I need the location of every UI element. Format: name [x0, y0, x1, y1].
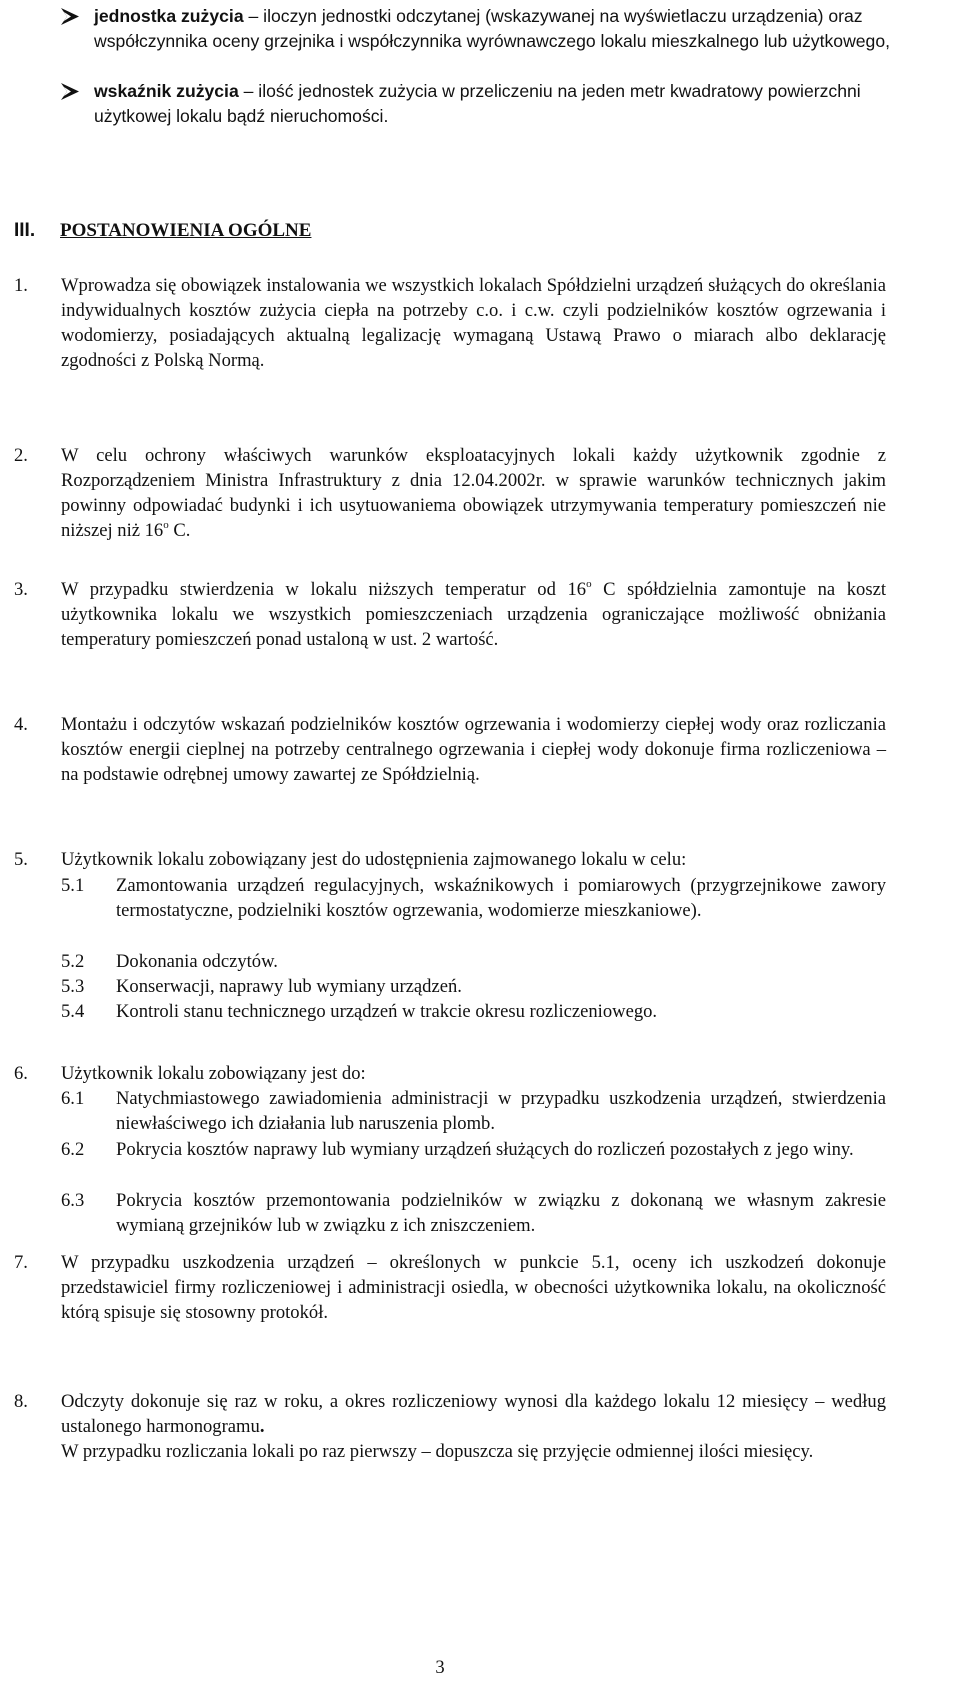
section-heading	[14, 218, 311, 243]
paragraph-number: 8.	[14, 1391, 28, 1412]
paragraph-number: 5.	[14, 849, 28, 870]
arrow-bullet-icon	[60, 7, 80, 26]
paragraph-1	[14, 273, 886, 373]
page-number: 3	[435, 1657, 445, 1678]
subitem-text: Zamontowania urządzeń regulacyjnych, wskaźnikowych i pomiarowych (przygrzejnikowe zawory termostatyczne, podzielniki kosztów ogrzewania, wodomierze mieszkaniowe).	[116, 875, 886, 921]
paragraph-text-end: C.	[168, 520, 191, 541]
definition-term: wskaźnik zużycia	[94, 81, 239, 101]
subitem-5-3	[61, 974, 886, 999]
paragraph-8	[14, 1389, 886, 1464]
subitem-number: 5.1	[61, 875, 85, 896]
definition-text: – ilość jednostek zużycia w przeliczeniu na jeden metr kwadratowy powierzchni użytkowej lokalu bądź nieruchomości.	[94, 81, 861, 126]
subitem-5-2	[61, 949, 886, 974]
subitem-text: Natychmiastowego zawiadomienia administracji w przypadku uszkodzenia urządzeń, stwierdzenia niewłaściwego ich działania lub naruszenia plomb.	[116, 1088, 886, 1134]
paragraph-3	[14, 577, 886, 652]
paragraph-text: Wprowadza się obowiązek instalowania we wszystkich lokalach Spółdzielni urządzeń służących do określania indywidualnych kosztów zużycia ciepła na potrzeby c.o. i c.w. czyli podzielników kosztów ogrzewania i wodomierzy, posiadających aktualną legalizację wymaganą Ustawą Prawo o miarach albo deklarację zgodności z Polską Normą.	[61, 275, 886, 371]
subitem-number: 5.4	[61, 1001, 85, 1022]
paragraph-text: W celu ochrony właściwych warunków eksploatacyjnych lokali każdy użytkownik zgodnie z Rozporządzeniem Ministra Infrastruktury z dnia 12.04.2002r. w sprawie warunków technicznych jakim powinny odpowiadać budynki i ich usytuowaniema obowiązek utrzymywania temperatury pomieszczeń nie niższej niż 16	[61, 445, 886, 541]
paragraph-text: W przypadku stwierdzenia w lokalu niższych temperatur od 16	[61, 579, 587, 600]
subitem-text: Konserwacji, naprawy lub wymiany urządzeń.	[116, 976, 462, 997]
paragraph-2	[14, 443, 886, 543]
degree-mark: o	[163, 518, 169, 531]
subitem-text: Pokrycia kosztów przemontowania podzielników w związku z dokonaną we własnym zakresie wymianą grzejników lub w związku z ich zniszczeniem.	[116, 1190, 886, 1236]
paragraph-7	[14, 1250, 886, 1325]
definition-list	[60, 4, 890, 129]
paragraph-text: W przypadku uszkodzenia urządzeń – określonych w punkcie 5.1, oceny ich uszkodzeń dokonuje przedstawiciel firmy rozliczeniowej i administracji osiedla, w obecności użytkownika lokalu, na okoliczność którą spisuje się stosowny protokół.	[61, 1252, 886, 1323]
paragraph-text: Montażu i odczytów wskazań podzielników kosztów ogrzewania i wodomierzy ciepłej wody oraz rozliczania kosztów energii cieplnej na potrzeby centralnego ogrzewania i ciepłej wody dokonuje firma rozliczeniowa – na podstawie odrębnej umowy zawartej ze Spółdzielnią.	[61, 714, 886, 785]
section-title: POSTANOWIENIA OGÓLNE	[60, 220, 312, 241]
section-number: III.	[14, 220, 36, 241]
subitem-text: Dokonania odczytów.	[116, 951, 278, 972]
definition-item	[60, 4, 890, 79]
subitem-6-2	[61, 1137, 886, 1162]
arrow-bullet-icon	[60, 82, 80, 101]
subitem-5-4	[61, 999, 886, 1024]
subitem-number: 5.3	[61, 976, 85, 997]
paragraph-number: 2.	[14, 445, 28, 466]
paragraph-number: 3.	[14, 579, 28, 600]
paragraph-number: 7.	[14, 1252, 28, 1273]
subitem-6-3	[61, 1188, 886, 1238]
paragraph-6	[14, 1061, 886, 1086]
subitem-text: Kontroli stanu technicznego urządzeń w trakcie okresu rozliczeniowego.	[116, 1001, 658, 1022]
definition-text: – iloczyn jednostki odczytanej (wskazywanej na wyświetlaczu urządzenia) oraz współczynnika oceny grzejnika i współczynnika wyrównawczego lokalu mieszkalnego lub użytkowego,	[94, 6, 891, 51]
paragraph-number: 4.	[14, 714, 28, 735]
degree-mark: o	[586, 577, 592, 590]
paragraph-number: 1.	[14, 275, 28, 296]
paragraph-text-end: C spółdzielnia zamontuje na koszt użytkownika lokalu we wszystkich pomieszczeniach urządzenia ograniczające możliwość obniżania temperatury pomieszczeń ponad ustaloną w ust. 2 wartość.	[61, 579, 887, 650]
bold-period: .	[259, 1416, 265, 1437]
paragraph-number: 6.	[14, 1063, 28, 1084]
paragraph-4	[14, 712, 886, 787]
subitem-6-1	[61, 1086, 886, 1136]
paragraph-5	[14, 847, 886, 872]
paragraph-text: Odczyty dokonuje się raz w roku, a okres rozliczeniowy wynosi dla każdego lokalu 12 miesięcy – według ustalonego harmonogramu	[61, 1391, 886, 1437]
subitem-5-1	[61, 873, 886, 923]
subitem-number: 6.1	[61, 1088, 85, 1109]
paragraph-text: Użytkownik lokalu zobowiązany jest do udostępnienia zajmowanego lokalu w celu:	[61, 849, 687, 870]
subitem-number: 6.3	[61, 1190, 85, 1211]
paragraph-text: Użytkownik lokalu zobowiązany jest do:	[61, 1063, 366, 1084]
definition-term: jednostka zużycia	[94, 6, 244, 26]
paragraph-text-continued: W przypadku rozliczania lokali po raz pierwszy – dopuszcza się przyjęcie odmiennej ilości miesięcy.	[61, 1441, 814, 1462]
subitem-number: 5.2	[61, 951, 85, 972]
subitem-text: Pokrycia kosztów naprawy lub wymiany urządzeń służących do rozliczeń pozostałych z jego winy.	[116, 1139, 854, 1160]
definition-item	[60, 79, 890, 129]
subitem-number: 6.2	[61, 1139, 85, 1160]
